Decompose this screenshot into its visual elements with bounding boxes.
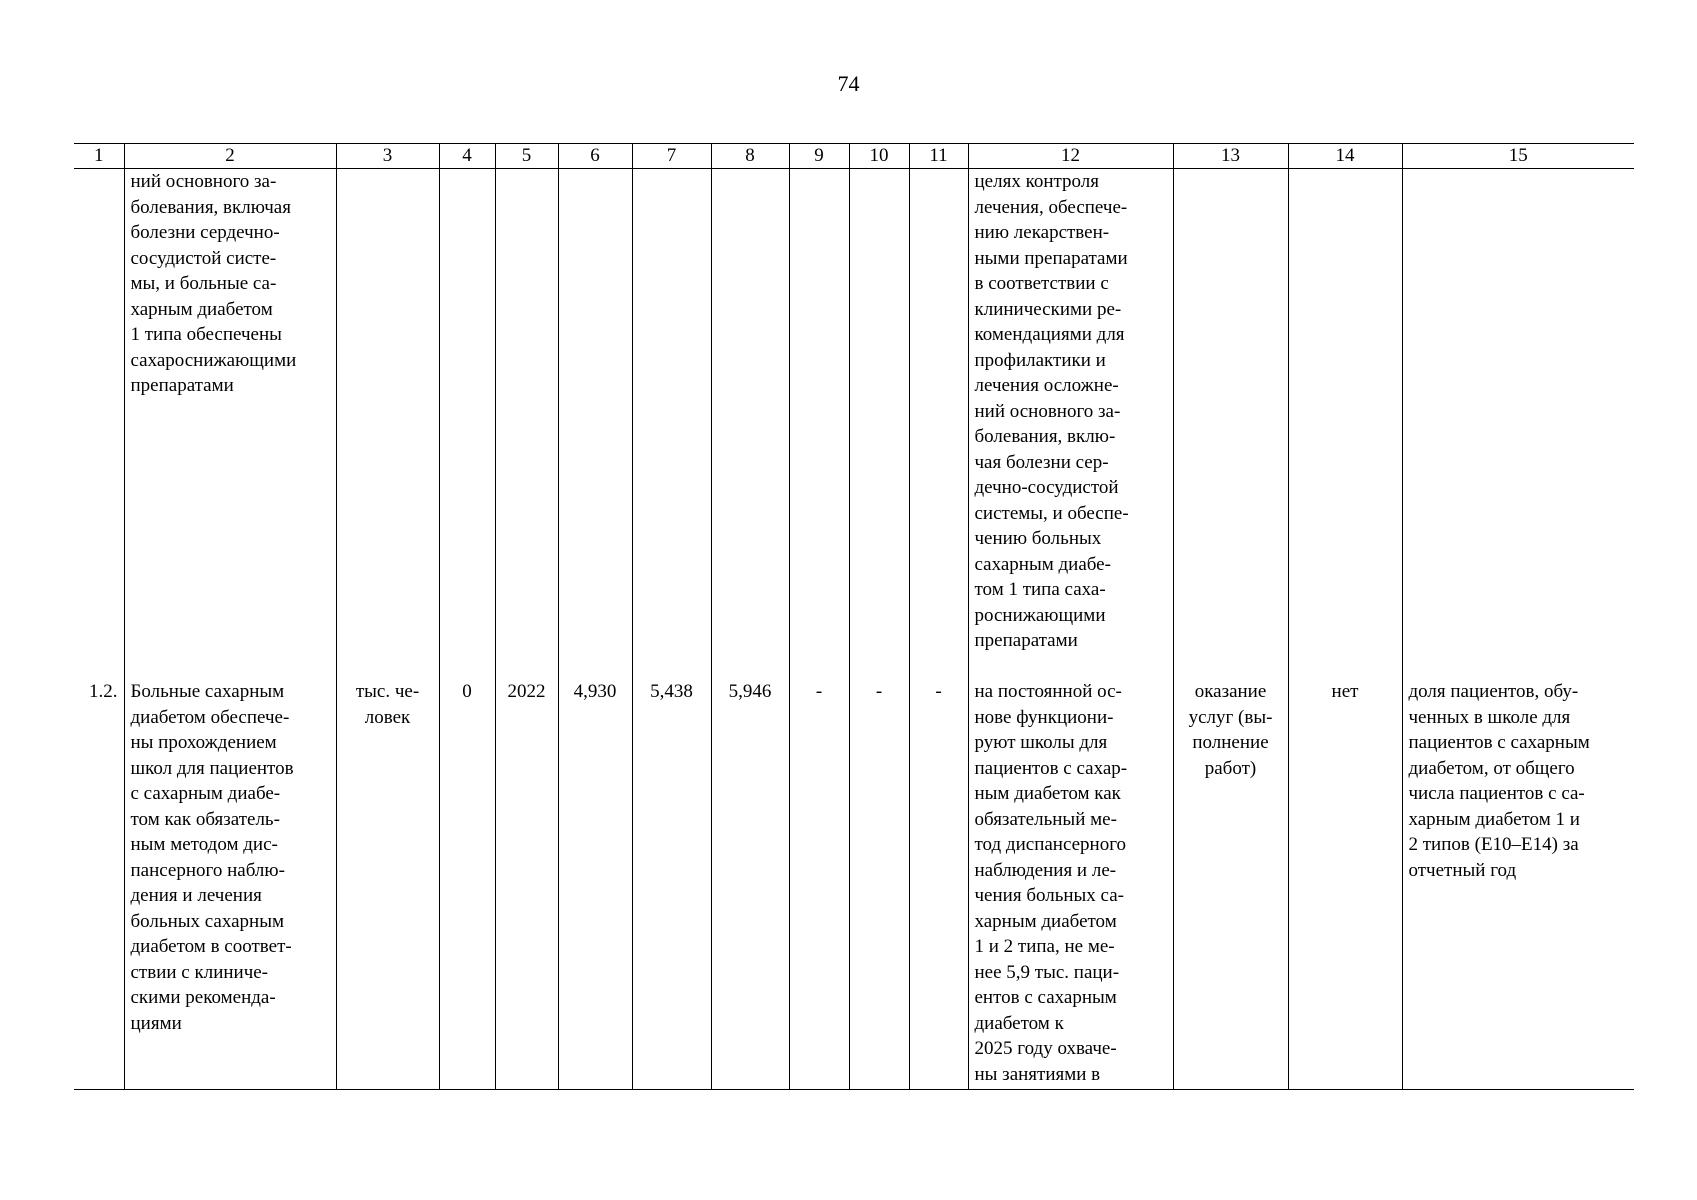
header-cell: 5: [495, 144, 558, 169]
cell-base-value: [439, 169, 495, 680]
cell-value: [711, 169, 789, 680]
cell-value: -: [789, 679, 849, 1090]
cell-base-value: 0: [439, 679, 495, 1090]
cell-value: -: [909, 679, 968, 1090]
cell-indicator: [1402, 169, 1634, 680]
cell-characteristic: целях контроля лечения, обеспече- нию лекарствен- ными препаратами в соответствии с клиническими ре- комендациями для профилактики и лечения осложне- ний основного за- болевания, вклю- чая болезни сер- дечно-сосудистой системы, и обеспе- чению больных сахарным диабе- том 1 типа саха- роснижающими препаратами: [968, 169, 1173, 680]
header-cell: 7: [632, 144, 711, 169]
indicators-table: [74, 143, 1634, 1090]
cell-number: [74, 169, 124, 680]
header-cell: 3: [336, 144, 439, 169]
cell-description: ний основного за- болевания, включая болезни сердечно- сосудистой систе- мы, и больные са- харным диабетом 1 типа обеспечены сахароснижающими препаратами: [124, 169, 336, 680]
header-row: [74, 144, 1634, 169]
cell-value: -: [849, 679, 909, 1090]
header-cell: 8: [711, 144, 789, 169]
page-number: 74: [837, 71, 860, 96]
header-cell: 15: [1402, 144, 1634, 169]
table-row-continuation: [74, 169, 1634, 680]
cell-link: нет: [1288, 679, 1402, 1090]
cell-base-year: 2022: [495, 679, 558, 1090]
table-row-1-2: [74, 679, 1634, 1090]
cell-value: 5,946: [711, 679, 789, 1090]
header-cell: 4: [439, 144, 495, 169]
cell-description: Больные сахарным диабетом обеспече- ны прохождением школ для пациентов с сахарным диабе- том как обязатель- ным методом дис- пансерного наблю- дения и лечения больных сахарным диабетом в соответ- ствии с клиниче- скими рекоменда- циями: [124, 679, 336, 1090]
cell-value: [558, 169, 632, 680]
cell-value: [849, 169, 909, 680]
cell-value: [632, 169, 711, 680]
cell-type: [1173, 169, 1288, 680]
header-cell: 1: [74, 144, 124, 169]
cell-value: 5,438: [632, 679, 711, 1090]
header-cell: 12: [968, 144, 1173, 169]
cell-characteristic: на постоянной ос- нове функциони- руют школы для пациентов с сахар- ным диабетом как обязательный ме- тод диспансерного наблюдения и ле- чения больных са- харным диабетом 1 и 2 типа, не ме- нее 5,9 тыс. паци- ентов с сахарным диабетом к 2025 году охваче- ны занятиями в: [968, 679, 1173, 1090]
header-cell: 11: [909, 144, 968, 169]
cell-value: [789, 169, 849, 680]
header-cell: 13: [1173, 144, 1288, 169]
cell-number: 1.2.: [74, 679, 124, 1090]
cell-value: [909, 169, 968, 680]
cell-base-year: [495, 169, 558, 680]
cell-indicator: доля пациентов, обу- ченных в школе для пациентов с сахарным диабетом, от общего числа пациентов с са- харным диабетом 1 и 2 типов (E10–E14) за отчетный год: [1402, 679, 1634, 1090]
cell-unit: [336, 169, 439, 680]
cell-type: оказание услуг (вы- полнение работ): [1173, 679, 1288, 1090]
cell-value: 4,930: [558, 679, 632, 1090]
header-cell: 6: [558, 144, 632, 169]
cell-unit: тыс. че- ловек: [336, 679, 439, 1090]
header-cell: 2: [124, 144, 336, 169]
header-cell: 9: [789, 144, 849, 169]
header-cell: 14: [1288, 144, 1402, 169]
header-cell: 10: [849, 144, 909, 169]
cell-link: [1288, 169, 1402, 680]
